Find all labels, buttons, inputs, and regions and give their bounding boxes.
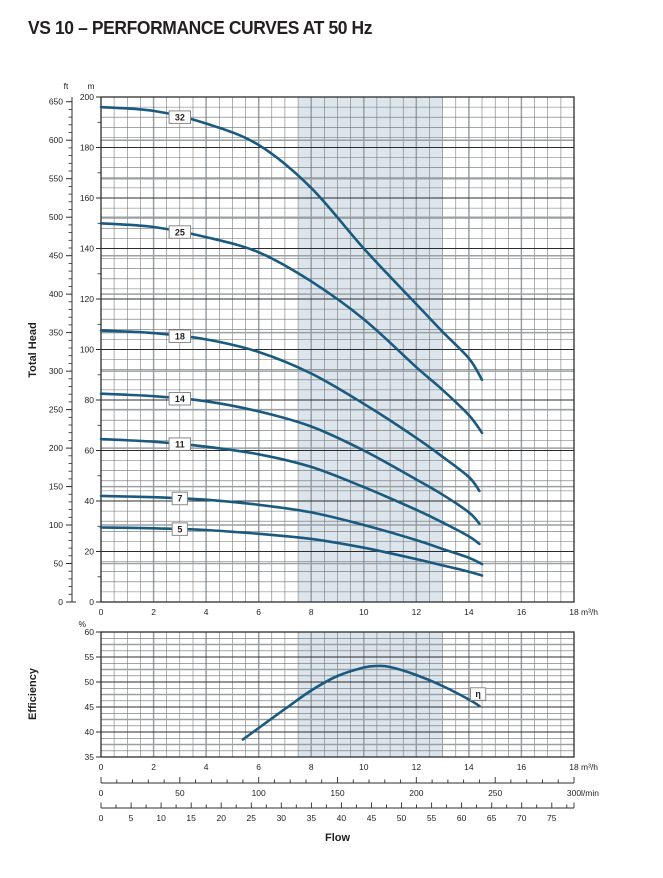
tick-label: 60	[456, 813, 467, 823]
tick-label: 0	[58, 596, 63, 607]
tick-label: 2	[151, 607, 156, 617]
head-axis-title: Total Head	[27, 322, 39, 378]
tick-label: 0	[98, 813, 104, 823]
tick-label: 0	[98, 762, 104, 772]
efficiency-axis-title: Efficiency	[27, 668, 39, 720]
tick-label: 16	[516, 762, 527, 772]
tick-label: 100	[251, 788, 266, 798]
tick-label: 50	[396, 813, 407, 823]
tick-label: 70	[516, 813, 527, 823]
m-scale	[27, 81, 101, 607]
tick-label: 45	[366, 813, 377, 823]
tick-label: 120	[79, 293, 94, 304]
tick-label: 0	[98, 607, 104, 617]
flow-axis-title: Flow	[324, 832, 351, 844]
ft-unit-label: ft	[63, 81, 69, 91]
tick-label: 200	[48, 442, 63, 453]
tick-label: 12	[411, 762, 422, 772]
tick-label: 100	[48, 519, 63, 530]
curve-label-text: 32	[174, 112, 185, 123]
tick-label: 180	[79, 142, 94, 153]
curve-label-text: 5	[177, 524, 183, 535]
tick-label: 150	[48, 481, 63, 492]
tick-label: 75	[547, 813, 557, 823]
tick-label: 18	[569, 762, 579, 772]
tick-label: 10	[156, 813, 166, 823]
tick-label: 20	[84, 546, 94, 557]
curve-label-25	[169, 226, 190, 239]
flow-axis-label	[325, 832, 350, 844]
tick-label: 55	[426, 813, 437, 823]
tick-label: 10	[359, 762, 369, 772]
tick-label: 40	[336, 813, 347, 823]
tick-label: 4	[203, 762, 209, 772]
tick-label: 25	[246, 813, 256, 823]
tick-label: 35	[306, 813, 317, 823]
tick-label: 20	[216, 813, 226, 823]
tick-label: 45	[84, 701, 94, 712]
tick-label: 160	[79, 192, 94, 203]
curve-label-text: 14	[174, 393, 185, 404]
curve-label-14	[169, 393, 190, 406]
tick-label: 200	[409, 788, 424, 798]
tick-label: 60	[84, 626, 94, 637]
tick-label: 650	[48, 96, 63, 107]
tick-label: 100	[79, 344, 94, 355]
tick-label: 250	[48, 404, 63, 415]
tick-label: 8	[308, 607, 314, 617]
efficiency-chart	[101, 632, 574, 757]
page-title: VS 10 – PERFORMANCE CURVES AT 50 Hz	[28, 18, 373, 38]
percent-scale	[27, 619, 101, 762]
tick-label: 2	[151, 762, 156, 772]
tick-label: 35	[84, 751, 94, 762]
percent-unit-label: %	[78, 619, 86, 629]
tick-label: 500	[48, 211, 63, 222]
tick-label: 16	[516, 607, 527, 617]
tick-label: 140	[79, 243, 94, 254]
tick-label: 550	[48, 173, 63, 184]
tick-label: 0	[89, 596, 94, 607]
tick-label: 4	[203, 607, 209, 617]
efficiency-grid	[101, 632, 574, 757]
tick-label: 65	[486, 813, 497, 823]
curve-label-text: 7	[177, 493, 183, 504]
lmin-scale	[99, 777, 600, 798]
tick-label: 50	[53, 558, 63, 569]
tick-label: 0	[98, 788, 104, 798]
tick-label: 55	[84, 651, 94, 662]
tick-label: 40	[84, 495, 94, 506]
eta-label	[471, 688, 486, 701]
eff-x-axis	[99, 762, 599, 772]
tick-label: 450	[48, 250, 63, 261]
lmin-unit-label: l/min	[581, 788, 599, 798]
x-unit-label: m³/h	[581, 607, 598, 617]
tick-label: 14	[464, 607, 474, 617]
curve-label-text: 25	[174, 227, 185, 238]
tick-label: 12	[411, 607, 422, 617]
curve-label-5	[172, 523, 187, 536]
tick-label: 5	[128, 813, 134, 823]
tick-label: 50	[175, 788, 185, 798]
tick-label: 400	[48, 288, 63, 299]
tick-label: 80	[84, 394, 94, 405]
head-x-axis	[99, 607, 599, 617]
tick-label: 10	[359, 607, 369, 617]
curve-label-18	[169, 330, 190, 343]
tick-label: 40	[84, 726, 94, 737]
tick-label: 250	[488, 788, 503, 798]
curve-label-11	[169, 438, 190, 451]
tick-label: 150	[330, 788, 345, 798]
curve-label-text: 11	[175, 439, 185, 450]
tick-label: 60	[84, 445, 94, 456]
tick-label: 200	[79, 91, 94, 102]
curve-label-text: η	[475, 689, 481, 700]
tick-label: 6	[256, 762, 262, 772]
curve-label-text: 18	[174, 331, 185, 342]
curve-label-7	[172, 492, 187, 505]
tick-label: 15	[186, 813, 196, 823]
tick-label: 8	[308, 762, 314, 772]
tick-label: 600	[48, 135, 63, 146]
tick-label: 300	[566, 788, 582, 798]
tick-label: 14	[464, 762, 474, 772]
tick-label: 18	[569, 607, 579, 617]
tick-label: 50	[84, 676, 94, 687]
tick-label: 6	[256, 607, 262, 617]
m-unit-label: m	[87, 81, 95, 91]
head-chart	[101, 97, 574, 602]
x-unit-label: m³/h	[581, 762, 598, 772]
tick-label: 350	[48, 327, 63, 338]
gpm-scale	[99, 803, 574, 824]
curve-label-32	[169, 111, 190, 124]
ft-scale	[49, 81, 76, 607]
tick-label: 300	[48, 365, 63, 376]
tick-label: 30	[276, 813, 287, 823]
